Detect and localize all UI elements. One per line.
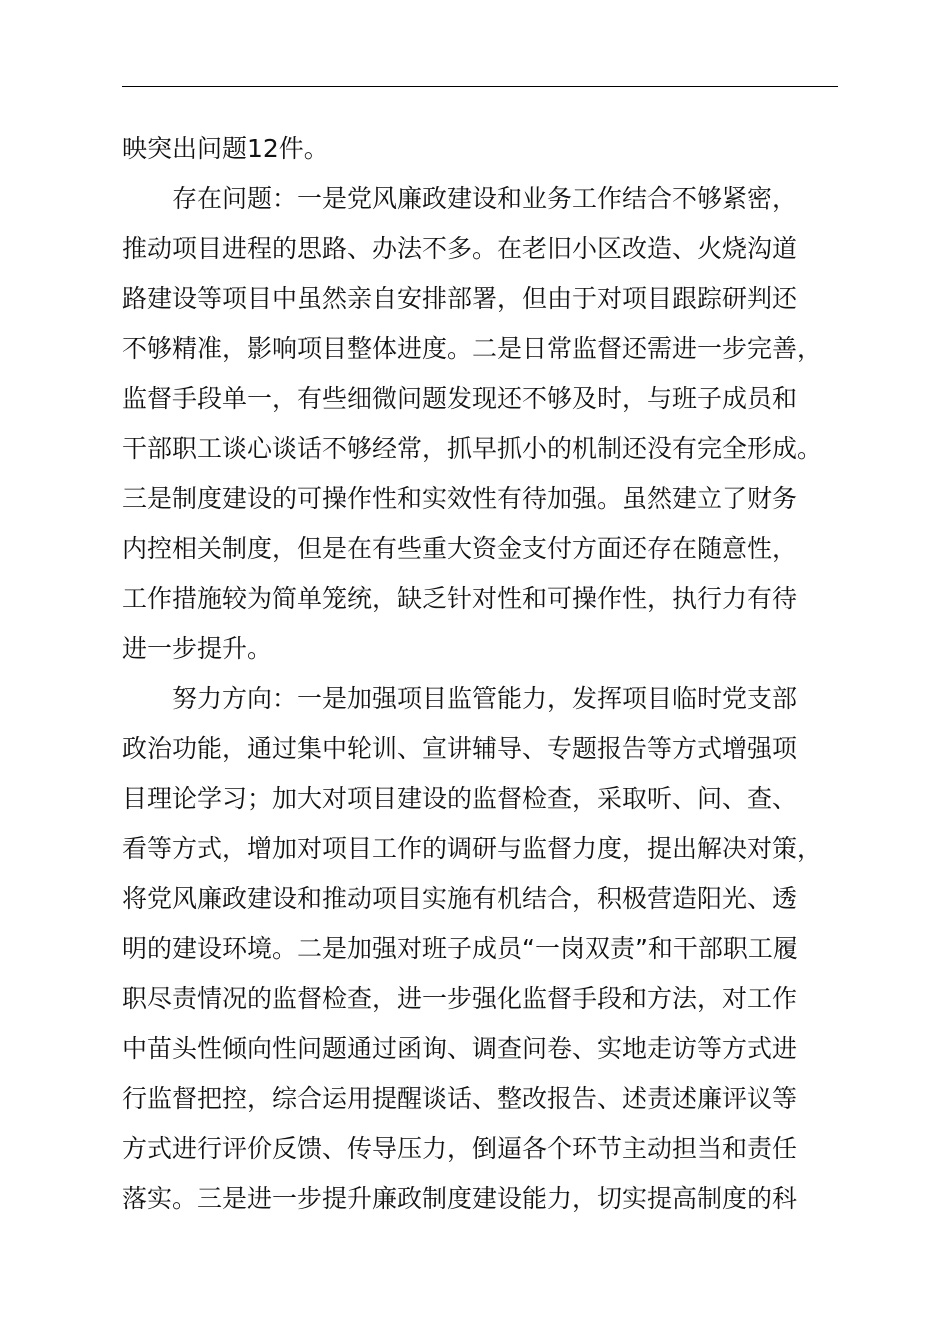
- text-line: 监督手段单一，有些细微问题发现还不够及时，与班子成员和: [122, 384, 798, 413]
- text-line: 落实。三是进一步提升廉政制度建设能力，切实提高制度的科: [122, 1184, 798, 1213]
- text-line: 目理论学习；加大对项目建设的监督检查，采取听、问、查、: [122, 784, 798, 813]
- paragraph-start-line: 努力方向：一是加强项目监管能力，发挥项目临时党支部: [172, 684, 798, 713]
- text-line: 将党风廉政建设和推动项目实施有机结合，积极营造阳光、透: [122, 884, 798, 913]
- text-line: 中苗头性倾向性问题通过函询、调查问卷、实地走访等方式进: [122, 1034, 798, 1063]
- paragraph-start-line: 存在问题：一是党风廉政建设和业务工作结合不够紧密，: [172, 184, 798, 213]
- text-line: 进一步提升。: [122, 634, 273, 663]
- text-line: 工作措施较为简单笼统，缺乏针对性和可操作性，执行力有待: [122, 584, 798, 613]
- text-line: 明的建设环境。二是加强对班子成员“一岗双责”和干部职工履: [122, 934, 798, 963]
- text-line: 不够精准，影响项目整体进度。二是日常监督还需进一步完善，: [122, 334, 823, 363]
- text-line: 职尽责情况的监督检查，进一步强化监督手段和方法，对工作: [122, 984, 798, 1013]
- text-line: 行监督把控，综合运用提醒谈话、整改报告、述责述廉评议等: [122, 1084, 798, 1113]
- text-line: 看等方式，增加对项目工作的调研与监督力度，提出解决对策，: [122, 834, 823, 863]
- text-line: 方式进行评价反馈、传导压力，倒逼各个环节主动担当和责任: [122, 1134, 798, 1163]
- text-line: 映突出问题12件。: [122, 134, 329, 163]
- document-body: [122, 124, 838, 1224]
- text-line: 内控相关制度，但是在有些重大资金支付方面还存在随意性，: [122, 534, 798, 563]
- text-line: 推动项目进程的思路、办法不多。在老旧小区改造、火烧沟道: [122, 234, 798, 263]
- header-rule: [122, 86, 838, 87]
- text-line: 干部职工谈心谈话不够经常，抓早抓小的机制还没有完全形成。: [122, 434, 823, 463]
- text-line: 政治功能，通过集中轮训、宣讲辅导、专题报告等方式增强项: [122, 734, 798, 763]
- text-line: 路建设等项目中虽然亲自安排部署，但由于对项目跟踪研判还: [122, 284, 798, 313]
- text-line: 三是制度建设的可操作性和实效性有待加强。虽然建立了财务: [122, 484, 798, 513]
